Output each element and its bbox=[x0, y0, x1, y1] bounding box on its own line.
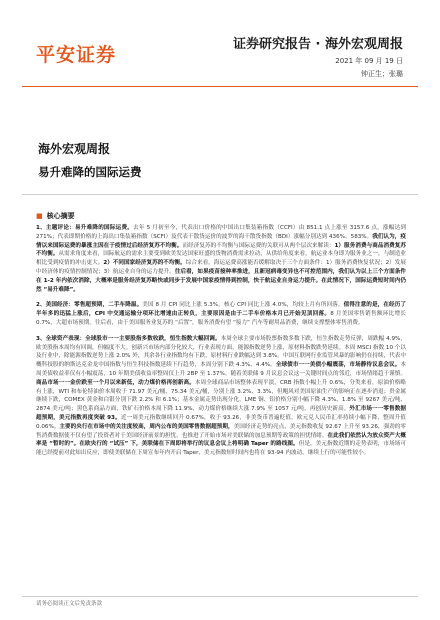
body-text: 8 月美国零售销售额环比增长 0.7%，大超市场预期。往后看，由于美国服务业复苏的 “后置”，服务消费有望 “接力” 汽车等耐用品消费，继续支撑整体零售消费。 bbox=[36, 311, 406, 326]
body-text: 美国 8 月 CPI 同比上涨 5.3%，核心 CPI 同比上涨 4.0%，均较上月有所回落。 bbox=[142, 302, 344, 309]
header-divider bbox=[22, 86, 418, 87]
footer-disclaimer: 请务必阅读正文后免责条款 bbox=[36, 601, 103, 607]
body-text: 本周美债收益率仅有小幅震荡，10 年期美债收益率整周仅上升 2BP 至 1.37%。随着美联储 9 月议息会议这一关键时间点的邻近，市场情绪趋于谨慎。 bbox=[36, 362, 406, 377]
report-date: 2021 年 09 月 19 日 bbox=[335, 57, 403, 65]
emphasis-text: 2、美国经济：零售超预期，二手车降温。 bbox=[36, 302, 143, 309]
report-headline: 易升难降的国际运费 bbox=[38, 165, 142, 179]
footer-divider bbox=[22, 596, 418, 597]
analyst-names: 钟正生；张璐 bbox=[361, 70, 403, 78]
bullet-icon: ■ bbox=[36, 212, 43, 220]
section-title: 海外宏观周报 bbox=[38, 142, 111, 156]
emphasis-text: 我们认为，疫情以来国际运费的暴涨主因在于疫情过后经济复苏不均衡。 bbox=[36, 233, 406, 249]
emphasis-text: 1）服务消费与商品消费复苏不均衡。 bbox=[36, 242, 406, 258]
abstract-heading-label: 核心摘要 bbox=[46, 212, 75, 220]
emphasis-text: 2）不同国家经济复苏的不均衡。 bbox=[103, 260, 186, 267]
paragraph-global-assets bbox=[36, 335, 406, 458]
body-text: 近一周美元指数继续回升 0.67%，收于 93.26，非美货币普遍贬值。欧元兑人民币汇率持续小幅下降，整周升值 0.06%。 bbox=[36, 414, 407, 430]
abstract-heading bbox=[36, 211, 75, 221]
abstract-body bbox=[36, 224, 406, 465]
emphasis-text: 全球债市一一美债小幅震荡，市场静待议息会议。 bbox=[275, 362, 401, 369]
body-text: 而经济复苏的不均衡与国际运费的关联可从两个层次来解读： bbox=[182, 242, 335, 249]
brand-logo: 平安证券 bbox=[36, 44, 117, 66]
emphasis-text: 往后看，如果疫苗接种率推进，且新冠病毒变异也不可控范围内，我们认为以上三个方面条件在 1-2 年内依次消除，大概率是服务经济复苏略快或同步于发展中国家疫情得到控制，快于航运业自身运力提升。在此情况下，国际运费短时间内仍然 “易升难降”。 bbox=[36, 268, 406, 293]
paragraph-us-economy bbox=[36, 301, 406, 327]
body-text: 但是，美元指数近期的走势表明，市场场可能已经提前对此知出反应，即使美联储在下周宣布年内开启 Taper，美元指数短时间内也将在 93-94 内波动，继续上行的可能性较小。 bbox=[36, 441, 406, 457]
body-text: 美国经济走势的亮点，美元指数收复 92.67 上升至 93.26，强劲的零售消费数据使不仅有望了投资者对于美国经济前景的担忧，也推进了开始市场对美联储的加息预期等政策的担忧情绪。 bbox=[36, 423, 406, 439]
paragraph-theme bbox=[36, 224, 406, 294]
emphasis-text: 主要的央行在市场中的关注度较高，周内公布的美国零售数据超预期， bbox=[59, 423, 234, 430]
body-text: 从需求角度来看，国际航运的需求主要受到欧美发达国家旺盛的货物消费需求拉动，从供给角度来看，航运业本身即为服务业之一，与制造业相比受到疫情的冲击更大。 bbox=[36, 251, 406, 267]
body-text: 综合来看，海运运费高涨能否缓解取决于三个方面条件：1）服务消费恢复状况；2）发展中经济体的疫情控制情况；3）航运业自身的运力提升。 bbox=[36, 260, 406, 275]
emphasis-text: 3、全球资产表现：全球股市一一主要股指多数收跌，恒生指数大幅回调。 bbox=[36, 335, 221, 342]
emphasis-text: 值得注意的是，在经历了半年多的迅猛上涨后，CPI 中交通运输分项环比增速由正转负，主要原因是由于二手车价格本月已开始见顶回落。 bbox=[36, 302, 406, 318]
body-text: 去年 5 月初至今，代表出口价格的中国出口集装箱指数（CCFI）由 851.1 点上涨至 3157.6 点，涨幅达到 271%；代表即期价格的上海出口集装箱指数（SCFI）及代表干散货运价的波罗的海干散货指数（BDI）涨幅分别达到 436%、583%。 bbox=[36, 225, 406, 240]
title-divider bbox=[22, 194, 418, 195]
emphasis-text: 在此我们依然认为放众资产大概率是 “暂时的”。在欧央行的 “试压” 下，美联储在下周即将举行的议息会议上将明确 Taper 的路线图。 bbox=[36, 432, 406, 448]
report-type: 证券研究报告 · 海外宏观周报 bbox=[233, 37, 403, 52]
emphasis-text: 商品市场一一金价跌至一个月以来新低，动力煤价格再创新高。 bbox=[36, 379, 195, 386]
emphasis-text: 外汇市场一一零售数据超预期，美元指数再度突破 93。 bbox=[36, 406, 406, 421]
body-text: 本周全球商品市场整体表现平淡，CRB 指数小幅上升 0.6%，分类来看，原油价格略有上涨，WTI 和布伦特油价本周收于 71.97 美元/桶、75.34 美元/桶，分别上涨 3.2%、3.3%，但飓风对美国原油生产的影响正在逐步消退；贵金属继续下跌，COMEX 黄金和白银分别下跌 2.2% 和 6.1%；基本金属走势出现分化，LME 铜、铝价格分别小幅下降 4.3%、1.8% 至 9267 美元/吨、2874 美元/吨；黑色系商品方面，铁矿石价格本周下降 11.9%，动力煤价格继续大涨 7.9% 至 1057 元/吨，再创历史新高。 bbox=[36, 379, 406, 413]
emphasis-text: 1、主题评论：易升难降的国际运费。 bbox=[36, 225, 134, 231]
body-text: 本周全球主要市场股票指数多数下跌，恒生指数走势反弹，周跌幅 4.9%，欧美股指本周均有回调，但幅度不大。创新兴市场内部分化较大，行业表现方面，能源指数逆势上涨，原材料指数跌势延续。本周 MSCI 指数 10 个以及行业中，除能源指数逆势上涨 2.0% 外，其余各行业指数均有下跌，原材料行业跌幅达到 3.8%。中国互联网行业监管风暴的影响仍在持续，代表中概科技股的纳斯达克金龙中国指数与恒生科技指数延续下行趋势，本周分别下跌 4.3%、4.4%。 bbox=[36, 335, 406, 369]
